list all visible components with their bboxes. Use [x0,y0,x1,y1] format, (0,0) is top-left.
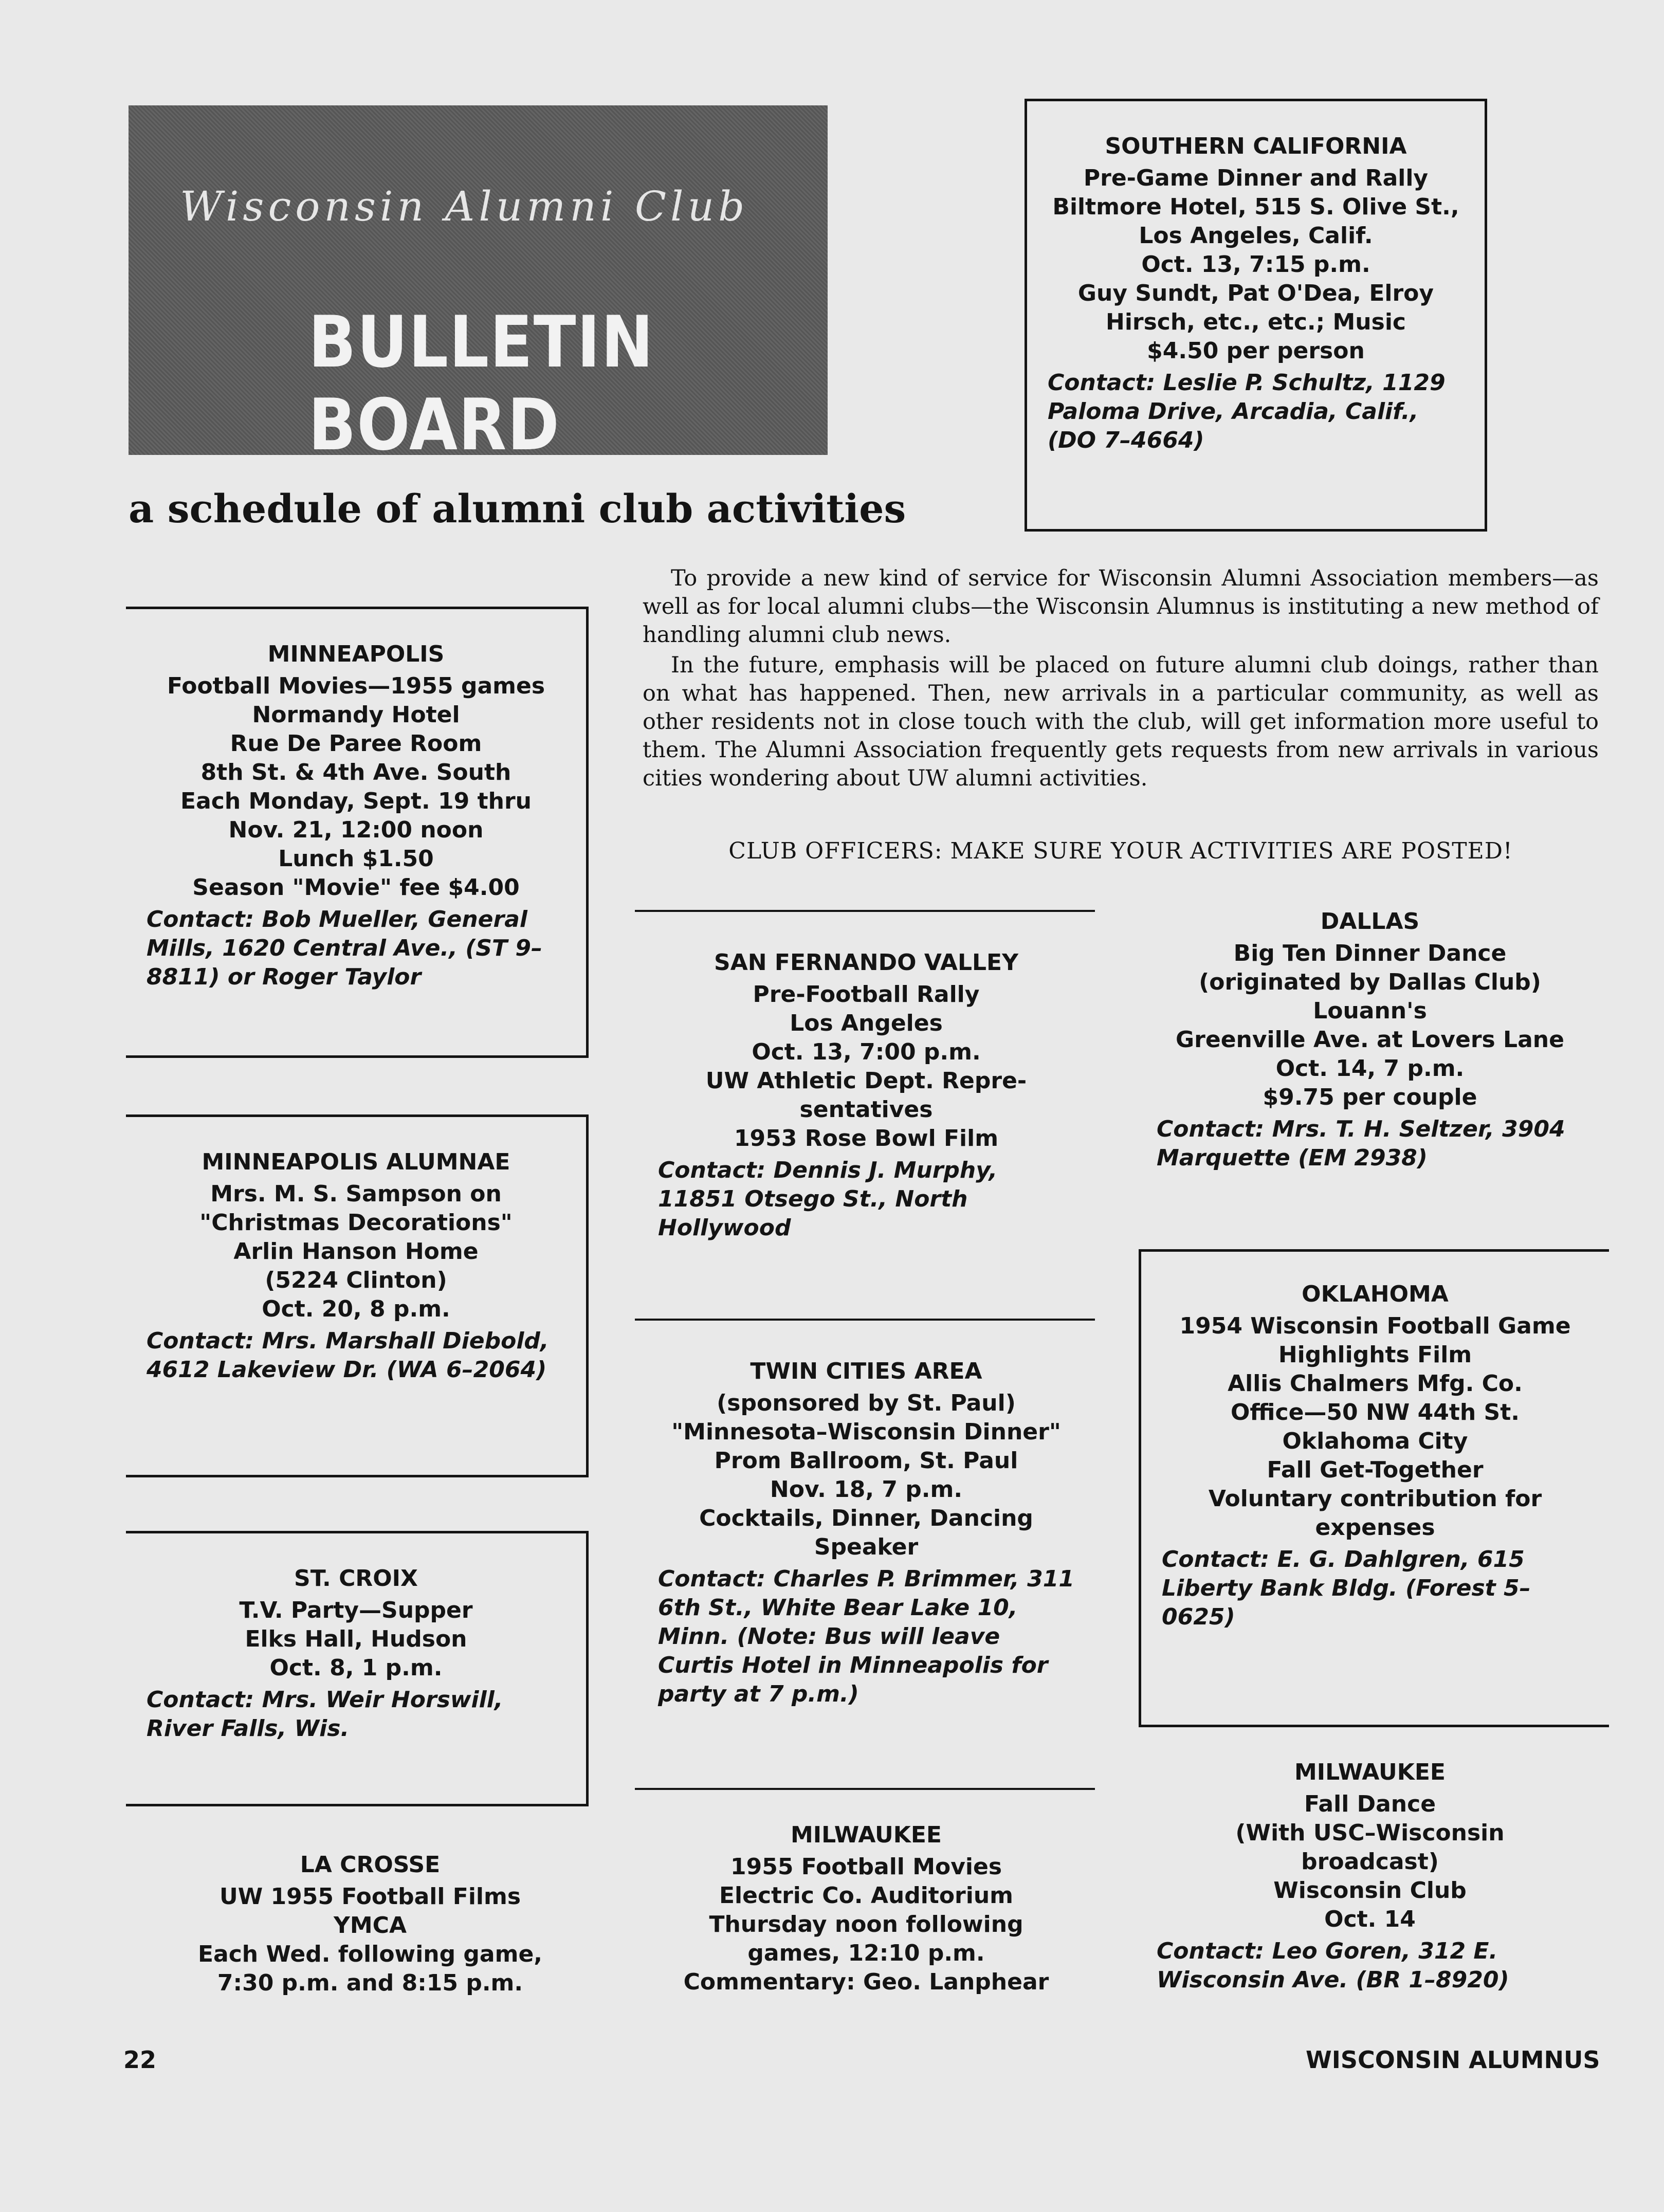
entry-line: Electric Co. Auditorium [719,1882,1013,1909]
entry-name: LA CROSSE [300,1852,441,1878]
entry-minneapolis-alumnae [126,1114,589,1477]
divider-rule [635,910,1095,912]
entry-contact: Contact: Mrs. Weir Horswill, River Falls, Wis. [147,1687,503,1742]
entry-contact: Contact: Leslie P. Schultz, 1129 Paloma Drive, Arcadia, Calif., (DO 7–4664) [1048,370,1446,453]
divider-rule [635,1319,1095,1321]
entry-line: Prom Ballroom, St. Paul [714,1448,1018,1474]
entry-line: UW 1955 Football Films [219,1884,521,1910]
entry-name: SOUTHERN CALIFORNIA [1105,133,1407,159]
entry-line: Highlights Film [1278,1342,1472,1368]
entry-milwaukee-movies [658,1821,1074,1997]
entry-line: Pre-Game Dinner and Rally [1083,165,1429,191]
entry-dallas [1157,907,1583,1173]
bulletin-board-banner [129,105,828,466]
entry-name: SAN FERNANDO VALLEY [714,949,1018,976]
entry-line: 1953 Rose Bowl Film [734,1125,999,1151]
entry-line: YMCA [334,1912,407,1939]
entry-line: Office—50 NW 44th St. [1231,1399,1520,1425]
entry-line: Hirsch, etc., etc.; Music [1106,309,1406,335]
entry-contact: Contact: Charles P. Brimmer, 311 6th St., White Bear Lake 10, Minn. (Note: Bus will leave Curtis Hotel in Minneapolis for party at 7 p.m.) [658,1566,1074,1707]
entry-line: (5224 Clinton) [265,1267,447,1293]
page-number: 22 [123,2046,157,2074]
entry-name: MILWAUKEE [791,1822,942,1848]
entry-line: Oct. 20, 8 p.m. [262,1296,450,1322]
entry-line: Fall Get-Together [1267,1457,1484,1483]
entry-southern-california [1025,99,1487,532]
entry-name: DALLAS [1320,908,1420,935]
entry-line: Oct. 14, 7 p.m. [1275,1055,1465,1082]
entry-name: MILWAUKEE [1294,1759,1446,1785]
intro-text [643,564,1599,795]
entry-san-fernando-valley [658,948,1074,1242]
officers-callout: CLUB OFFICERS: MAKE SURE YOUR ACTIVITIES ARE POSTED! [728,838,1513,864]
intro-paragraph: In the future, emphasis will be placed on future alumni club doings, rather than on what has happened. Then, new arrivals in a particular community, as well as other residents not in close touch with the club, will get information more useful to them. The Alumni Association frequently gets requests from new arrivals in various cities wondering about UW alumni activities. [643,652,1599,791]
entry-line: $9.75 per couple [1263,1084,1477,1110]
entry-line: Louann's [1313,998,1427,1024]
entry-line: Season "Movie" fee $4.00 [192,874,520,901]
entry-minneapolis [126,607,589,1058]
intro-paragraph: To provide a new kind of service for Wisconsin Alumni Association members—as well as for local alumni clubs—the Wisconsin Alumnus is instituting a new method of handling alumni club news. [643,565,1599,648]
entry-line: Each Monday, Sept. 19 thru [180,788,532,814]
entry-line: Speaker [814,1534,919,1560]
entry-line: Biltmore Hotel, 515 S. Olive St., [1052,194,1459,220]
entry-line: (sponsored by St. Paul) [717,1390,1016,1416]
entry-line: Guy Sundt, Pat O'Dea, Elroy [1077,280,1434,306]
entry-line: broadcast) [1301,1849,1439,1875]
entry-line: Allis Chalmers Mfg. Co. [1228,1370,1523,1397]
page-subtitle: a schedule of alumni club activities [129,486,906,532]
entry-line: Los Angeles, Calif. [1139,223,1373,249]
entry-line: 1955 Football Movies [730,1854,1002,1880]
entry-line: Oklahoma City [1282,1428,1468,1454]
entry-twin-cities-area [658,1357,1074,1709]
entry-name: MINNEAPOLIS ALUMNAE [202,1149,510,1175]
divider-rule [635,1788,1095,1790]
entry-line: expenses [1315,1514,1435,1541]
entry-line: (originated by Dallas Club) [1199,969,1541,995]
entry-line: 1954 Wisconsin Football Game [1179,1313,1571,1339]
entry-line: Fall Dance [1304,1791,1436,1817]
entry-line: T.V. Party—Supper [239,1597,473,1623]
entry-line: Mrs. M. S. Sampson on [210,1181,502,1207]
banner-script-title: Wisconsin Alumni Club [180,182,749,230]
entry-line: 8th St. & 4th Ave. South [200,759,511,785]
entry-line: UW Athletic Dept. Repre- [705,1068,1027,1094]
entry-contact: Contact: E. G. Dahlgren, 615 Liberty Bank Bldg. (Forest 5–0625) [1162,1546,1531,1630]
entry-line: Normandy Hotel [252,702,460,728]
entry-contact: Contact: Dennis J. Murphy, 11851 Otsego St., North Hollywood [658,1157,998,1241]
publication-name: WISCONSIN ALUMNUS [1306,2046,1600,2074]
entry-line: $4.50 per person [1147,338,1365,364]
entry-contact: Contact: Bob Mueller, General Mills, 1620 Central Ave., (ST 9–8811) or Roger Taylor [147,906,542,990]
entry-line: Arlin Hanson Home [233,1238,479,1265]
entry-la-crosse [149,1851,591,1998]
entry-name: MINNEAPOLIS [267,641,445,667]
entry-line: Cocktails, Dinner, Dancing [699,1505,1033,1531]
entry-milwaukee-dance [1157,1758,1583,1995]
entry-line: Pre-Football Rally [753,981,980,1008]
entry-line: Thursday noon following [709,1911,1023,1937]
entry-contact: Contact: Leo Goren, 312 E. Wisconsin Ave. (BR 1–8920) [1157,1938,1509,1993]
entry-line: Football Movies—1955 games [167,673,545,699]
entry-line: games, 12:10 p.m. [747,1940,985,1966]
entry-line: Greenville Ave. at Lovers Lane [1176,1027,1564,1053]
entry-line: 7:30 p.m. and 8:15 p.m. [217,1970,523,1996]
entry-line: Commentary: Geo. Lanphear [683,1969,1049,1995]
entry-name: OKLAHOMA [1302,1281,1449,1307]
entry-line: Oct. 13, 7:15 p.m. [1141,251,1370,278]
entry-st-croix [126,1531,589,1806]
entry-line: Big Ten Dinner Dance [1233,940,1507,966]
entry-line: sentatives [799,1096,933,1123]
entry-line: Oct. 14 [1324,1906,1416,1932]
entry-line: Rue De Paree Room [230,730,482,757]
entry-contact: Contact: Mrs. Marshall Diebold, 4612 Lakeview Dr. (WA 6–2064) [147,1328,549,1383]
entry-name: ST. CROIX [294,1565,418,1592]
entry-line: Wisconsin Club [1273,1877,1467,1904]
entry-contact: Contact: Mrs. T. H. Seltzer, 3904 Marquette (EM 2938) [1157,1116,1565,1171]
entry-line: Nov. 21, 12:00 noon [228,817,484,843]
entry-name: TWIN CITIES AREA [750,1358,982,1384]
entry-oklahoma [1139,1249,1609,1727]
entry-line: Oct. 8, 1 p.m. [269,1655,443,1681]
entry-line: Elks Hall, Hudson [245,1626,467,1652]
entry-line: Nov. 18, 7 p.m. [770,1476,963,1503]
entry-line: "Christmas Decorations" [199,1210,513,1236]
entry-line: Lunch $1.50 [278,846,434,872]
entry-line: Voluntary contribution for [1208,1486,1542,1512]
entry-line: "Minnesota–Wisconsin Dinner" [671,1419,1061,1445]
banner-title: BULLETIN BOARD [308,301,654,466]
entry-line: Each Wed. following game, [197,1941,543,1967]
entry-line: (With USC–Wisconsin [1235,1820,1505,1846]
entry-line: Los Angeles [790,1010,943,1036]
entry-line: Oct. 13, 7:00 p.m. [752,1039,981,1065]
